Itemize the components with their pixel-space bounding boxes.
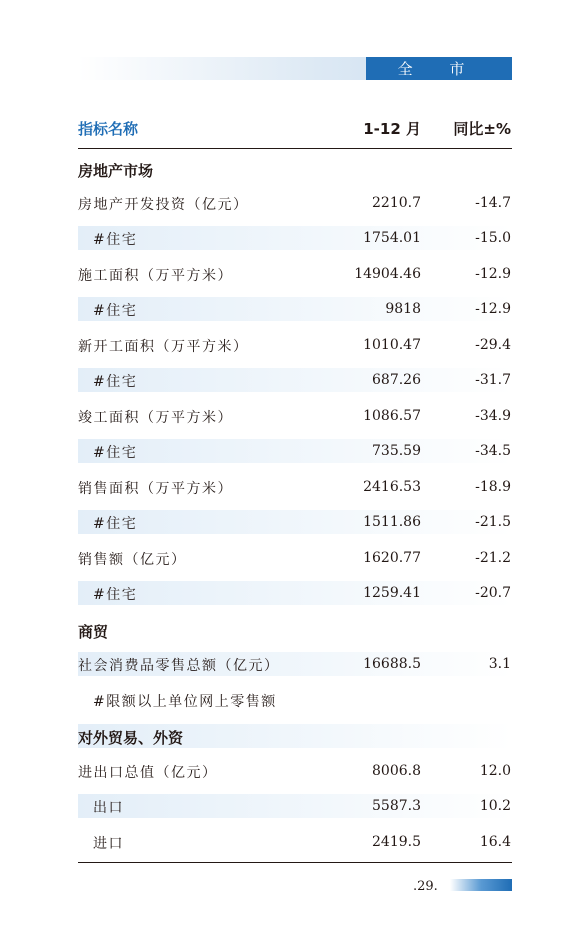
row-value-period: 8006.8 (372, 763, 421, 779)
row-shade (78, 439, 512, 463)
row-value-yoy: 10.2 (479, 798, 511, 814)
row-value-yoy: -14.7 (475, 195, 511, 211)
row-label: 房地产市场 (78, 162, 154, 180)
row-label: 出口 (93, 800, 124, 816)
table-row (0, 297, 588, 321)
table-row (0, 368, 588, 392)
table-row (0, 794, 588, 818)
row-label: 房地产开发投资（亿元） (78, 197, 249, 213)
region-tab: 全 市 (366, 57, 512, 80)
row-label: 对外贸易、外资 (78, 729, 184, 747)
row-value-period: 2210.7 (372, 195, 421, 211)
section-real-estate (0, 157, 588, 181)
row-value-yoy: -12.9 (475, 301, 511, 317)
row-value-yoy: -12.9 (475, 266, 511, 282)
row-value-period: 16688.5 (363, 656, 421, 672)
row-value-period: 687.26 (372, 372, 421, 388)
row-label: #住宅 (93, 445, 138, 461)
table-row (0, 262, 588, 286)
row-shade (78, 368, 512, 392)
row-value-period: 2416.53 (363, 479, 421, 495)
row-shade (78, 794, 512, 818)
row-label: #住宅 (93, 303, 138, 319)
row-label: #住宅 (93, 587, 138, 603)
row-value-yoy: 16.4 (479, 834, 511, 850)
row-value-period: 2419.5 (372, 834, 421, 850)
row-label: #限额以上单位网上零售额 (93, 694, 277, 710)
row-value-yoy: -31.7 (475, 372, 511, 388)
row-value-yoy: -15.0 (475, 230, 511, 246)
row-label: 施工面积（万平方米） (78, 268, 233, 284)
row-label: 销售面积（万平方米） (78, 481, 233, 497)
row-shade (78, 297, 512, 321)
row-value-period: 735.59 (372, 443, 421, 459)
table-row (0, 191, 588, 215)
header-divider (78, 148, 512, 149)
row-label: 社会消费品零售总额（亿元） (78, 658, 280, 674)
row-value-yoy: -34.9 (475, 408, 511, 424)
table-row (0, 652, 588, 676)
column-header-period: 1-12 月 (363, 120, 421, 138)
row-value-period: 1010.47 (363, 337, 421, 353)
row-shade (78, 226, 512, 250)
row-label: 销售额（亿元） (78, 552, 187, 568)
table-row (0, 759, 588, 783)
row-value-period: 1754.01 (363, 230, 421, 246)
row-value-yoy: -20.7 (475, 585, 511, 601)
row-value-yoy: -21.5 (475, 514, 511, 530)
section-commerce (0, 618, 588, 642)
row-value-yoy: -21.2 (475, 550, 511, 566)
row-label: 进口 (93, 836, 124, 852)
row-label: 进出口总值（亿元） (78, 765, 218, 781)
row-value-period: 1620.77 (363, 550, 421, 566)
table-row (0, 439, 588, 463)
table-bottom-rule (78, 862, 512, 863)
table-row (0, 581, 588, 605)
row-shade (78, 581, 512, 605)
row-value-yoy: -34.5 (475, 443, 511, 459)
row-value-period: 1086.57 (363, 408, 421, 424)
row-value-yoy: 3.1 (488, 656, 511, 672)
row-label: 商贸 (78, 623, 109, 641)
row-value-yoy: -18.9 (475, 479, 511, 495)
page-footer-bar (450, 879, 512, 891)
row-label: #住宅 (93, 374, 138, 390)
table-row (0, 404, 588, 428)
column-header-yoy: 同比±% (453, 120, 511, 138)
page-number: .29. (413, 879, 438, 894)
row-value-period: 1259.41 (363, 585, 421, 601)
row-value-yoy: 12.0 (479, 763, 511, 779)
row-value-period: 1511.86 (363, 514, 421, 530)
row-label: #住宅 (93, 516, 138, 532)
row-value-period: 5587.3 (372, 798, 421, 814)
table-row (0, 475, 588, 499)
table-row (0, 830, 588, 854)
column-header-name: 指标名称 (78, 120, 139, 138)
row-label: 竣工面积（万平方米） (78, 410, 233, 426)
row-label: 新开工面积（万平方米） (78, 339, 249, 355)
row-value-period: 9818 (385, 301, 421, 317)
section-foreign-trade (0, 724, 588, 748)
table-row (0, 510, 588, 534)
row-shade (78, 510, 512, 534)
table-row (0, 333, 588, 357)
table-row (0, 688, 588, 712)
row-value-yoy: -29.4 (475, 337, 511, 353)
table-row (0, 546, 588, 570)
row-value-period: 14904.46 (354, 266, 421, 282)
row-label: #住宅 (93, 232, 138, 248)
table-row (0, 226, 588, 250)
